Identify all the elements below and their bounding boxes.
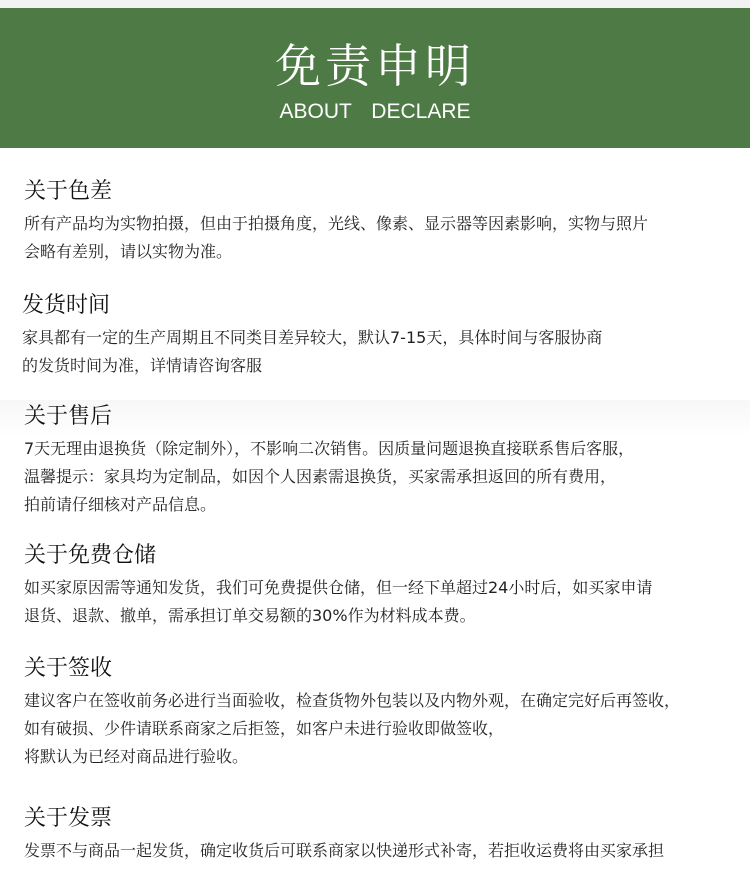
page-subtitle: ABOUT DECLARE [279,100,471,123]
section-heading: 关于发票 [24,806,113,831]
section-signing [24,655,740,771]
section-text-line: 如有破损、少件请联系商家之后拒签，如客户未进行验收即做签收， [24,719,505,738]
section-text-line: 7天无理由退换货（除定制外），不影响二次销售。因质量问题退换直接联系售后客服， [24,439,635,458]
section-text-line: 家具都有一定的生产周期且不同类目差异较大，默认7-15天，具体时间与客服协商 [22,328,603,347]
section-after-sales [24,403,740,519]
section-text-line: 发票不与商品一起发货，确定收货后可联系商家以快递形式补寄，若拒收运费将由买家承担 [24,841,665,860]
section-text-line: 将默认为已经对商品进行验收。 [24,747,249,766]
section-heading: 关于色差 [24,179,113,204]
section-text-line: 温馨提示：家具均为定制品，如因个人因素需退换货，买家需承担返回的所有费用， [24,467,617,486]
section-heading: 关于免费仓储 [24,543,157,568]
header-banner [0,8,750,148]
page-title: 免责申明 [275,39,475,93]
section-invoice [24,805,740,865]
section-text-line: 所有产品均为实物拍摄，但由于拍摄角度，光线、像素、显示器等因素影响，实物与照片 [24,214,649,233]
section-text-line: 拍前请仔细核对产品信息。 [24,495,217,514]
section-free-storage [24,542,740,630]
section-text-line: 如买家原因需等通知发货，我们可免费提供仓储，但一经下单超过24小时后，如买家申请 [24,578,653,597]
section-heading: 关于签收 [24,656,113,681]
section-text-line: 的发货时间为准，详情请咨询客服 [22,356,263,375]
section-color-difference [24,178,740,266]
section-text-line: 建议客户在签收前务必进行当面验收，检查货物外包装以及内物外观，在确定完好后再签收， [24,691,681,710]
section-shipping-time [22,292,738,380]
section-text-line: 退货、退款、撤单，需承担订单交易额的30%作为材料成本费。 [24,606,476,625]
section-heading: 发货时间 [22,293,111,318]
section-text-line: 会略有差别，请以实物为准。 [24,242,233,261]
section-heading: 关于售后 [24,404,113,429]
top-divider [0,0,750,8]
